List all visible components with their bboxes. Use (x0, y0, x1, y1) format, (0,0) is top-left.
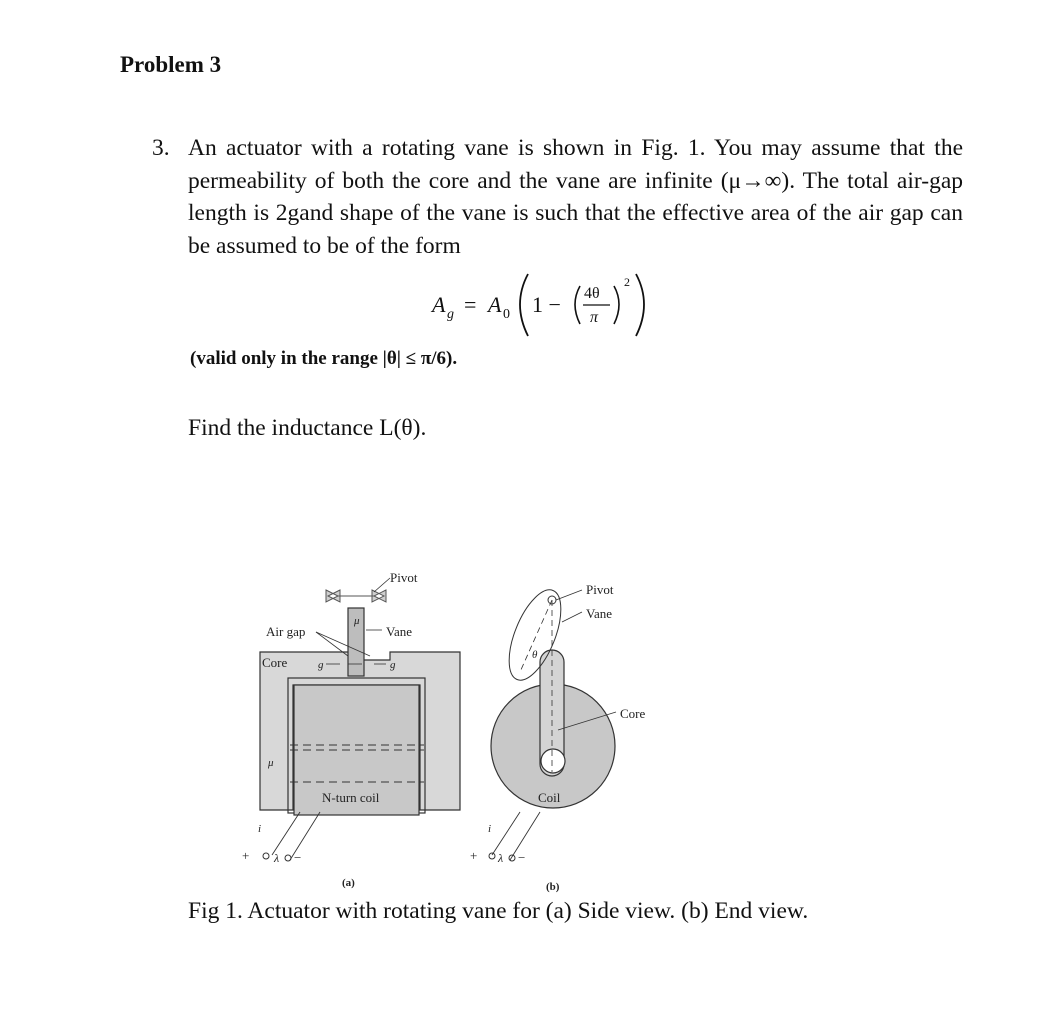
label-vane-a: Vane (386, 624, 412, 639)
actuator-figure (230, 560, 690, 900)
eq-lhs-sub: g (447, 307, 454, 322)
eq-numerator: 4θ (584, 285, 600, 302)
eq-lhs: A (432, 292, 446, 317)
label-pivot-a: Pivot (390, 570, 418, 585)
label-i-a: i (258, 823, 262, 835)
problem-number: 3. (152, 135, 170, 161)
problem-heading: Problem 3 (120, 52, 222, 77)
eq-a0-sub: 0 (503, 307, 510, 322)
label-minus-a: − (294, 850, 302, 865)
label-i-b: i (488, 823, 492, 835)
label-n-turn-coil: N-turn coil (322, 790, 380, 805)
eq-denominator: π (590, 309, 599, 326)
label-core-a: Core (262, 655, 288, 670)
label-sub-b: (b) (546, 881, 560, 893)
label-core-b: Core (620, 706, 646, 721)
label-g-right: g (390, 659, 396, 671)
label-vane-b: Vane (586, 606, 612, 621)
label-mu-vane: μ (354, 615, 360, 627)
figure-caption: Fig 1. Actuator with rotating vane for (a) Side view. (b) End view. (188, 898, 809, 924)
label-air-gap: Air gap (266, 624, 306, 639)
question-text: Find the inductance L(θ). (188, 415, 427, 441)
problem-text: An actuator with a rotating vane is shown in Fig. 1. You may assume that the permeability of both the core and the vane are infinite (μ→∞). The total air-gap length is 2gand shape of the vane is such that the effective area of the air gap can be assumed to be of the form (188, 135, 963, 259)
label-coil-b: Coil (538, 790, 561, 805)
label-minus-b: − (518, 850, 526, 865)
label-pivot-b: Pivot (586, 582, 614, 597)
label-lambda-b: λ (498, 851, 504, 865)
label-g-left: g (318, 659, 324, 671)
eq-a0: A (488, 292, 502, 317)
air-gap-area-equation (420, 262, 700, 342)
eq-equals: = (464, 292, 477, 317)
label-plus-a: + (242, 848, 250, 863)
eq-power: 2 (624, 275, 630, 289)
label-plus-b: + (470, 848, 478, 863)
label-sub-a: (a) (342, 877, 355, 889)
label-lambda-a: λ (274, 851, 280, 865)
eq-one-minus: 1 − (532, 292, 561, 317)
label-theta: θ (532, 649, 538, 661)
label-mu-core: μ (268, 757, 274, 769)
validity-range: (valid only in the range |θ| ≤ π/6). (190, 348, 458, 369)
